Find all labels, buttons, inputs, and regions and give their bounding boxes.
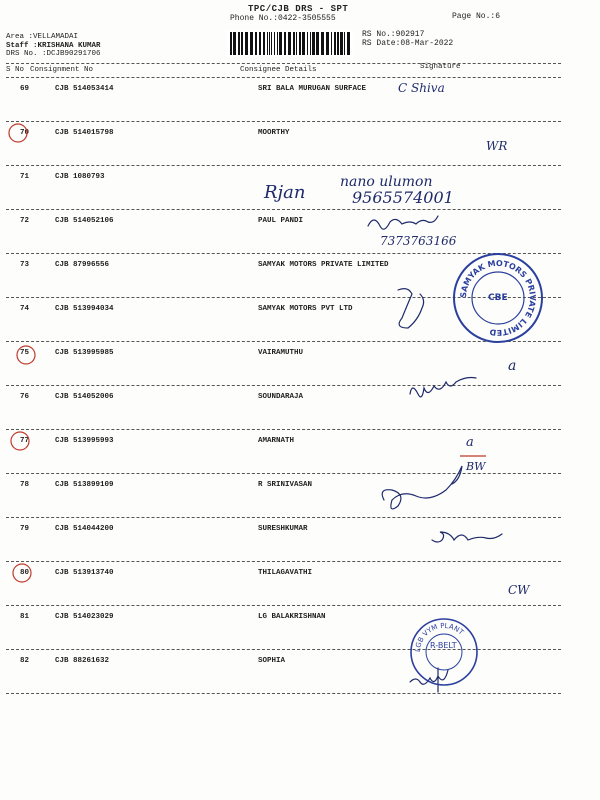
samyak-stamp-text: SAMYAK MOTORS PRIVATE LIMITED bbox=[458, 258, 538, 338]
table-row bbox=[0, 613, 600, 627]
row-consignment: CJB 513913740 bbox=[55, 569, 114, 577]
table-row bbox=[0, 569, 600, 583]
row-consignment: CJB 513994034 bbox=[55, 305, 114, 313]
table-row bbox=[0, 129, 600, 143]
row-divider bbox=[6, 297, 561, 298]
rs-info bbox=[362, 30, 453, 48]
row-sno: 69 bbox=[20, 85, 30, 93]
row71-phone-writing: 9565574001 bbox=[352, 188, 454, 207]
samyak-stamp-center: CBE bbox=[488, 293, 508, 303]
col-signature: Signature bbox=[420, 63, 461, 71]
row-sno: 75 bbox=[20, 349, 30, 357]
row-sno: 76 bbox=[20, 393, 30, 401]
col-consignment: Consignment No bbox=[30, 66, 94, 74]
lgb-stamp bbox=[411, 619, 477, 685]
row72-phone-writing: 7373763166 bbox=[380, 234, 457, 248]
row77-mark2: BW bbox=[466, 460, 486, 473]
staff-label: Staff :KRISHANA KUMAR bbox=[6, 41, 101, 50]
row69-signature: C Shiva bbox=[398, 81, 445, 95]
document-title: TPC/CJB DRS - SPT bbox=[248, 4, 349, 14]
table-row bbox=[0, 305, 600, 319]
rs-number: RS No.:902917 bbox=[362, 30, 425, 39]
row-consignee-name: SOUNDARAJA bbox=[258, 393, 304, 401]
phone-number: Phone No.:0422-3505555 bbox=[230, 14, 336, 23]
row-consignee-name: R SRINIVASAN bbox=[258, 481, 313, 489]
row82-signature bbox=[410, 668, 448, 692]
table-row bbox=[0, 393, 600, 407]
row-consignee-name: LG BALAKRISHNAN bbox=[258, 613, 326, 621]
table-row bbox=[0, 85, 600, 99]
row-divider bbox=[6, 429, 561, 430]
row-sno: 78 bbox=[20, 481, 30, 489]
row71-name-writing: Rjan bbox=[264, 182, 306, 203]
row-consignee-name: SAMYAK MOTORS PVT LTD bbox=[258, 305, 353, 313]
row-divider bbox=[6, 121, 561, 122]
row-sno: 73 bbox=[20, 261, 30, 269]
row-sno: 81 bbox=[20, 613, 30, 621]
table-row bbox=[0, 173, 600, 187]
row-consignment: CJB 514052106 bbox=[55, 217, 114, 225]
row-consignee-name: SAMYAK MOTORS PRIVATE LIMITED bbox=[258, 261, 389, 269]
row-consignment: CJB 513899109 bbox=[55, 481, 114, 489]
row71-word-writing: nano ulumon bbox=[340, 174, 433, 190]
table-row bbox=[0, 261, 600, 275]
row-consignee-name: SOPHIA bbox=[258, 657, 286, 665]
lgb-stamp-center: R-BELT bbox=[430, 641, 457, 650]
row-consignment: CJB 513995993 bbox=[55, 437, 114, 445]
row-sno: 82 bbox=[20, 657, 30, 665]
header-divider bbox=[6, 63, 561, 64]
drs-number: DRS No. :DCJB90291706 bbox=[6, 50, 101, 58]
table-row bbox=[0, 349, 600, 363]
row75-mark: a bbox=[508, 358, 517, 374]
row-divider bbox=[6, 517, 561, 518]
row-divider bbox=[6, 209, 561, 210]
row80-mark: CW bbox=[508, 583, 530, 597]
row-divider bbox=[6, 473, 561, 474]
row-consignee-name: MOORTHY bbox=[258, 129, 290, 137]
row-consignee-name: VAIRAMUTHU bbox=[258, 349, 304, 357]
row-sno: 71 bbox=[20, 173, 30, 181]
row-consignee-name: SURESHKUMAR bbox=[258, 525, 308, 533]
row-consignment: CJB 514023029 bbox=[55, 613, 114, 621]
row-divider bbox=[6, 649, 561, 650]
table-row bbox=[0, 657, 600, 671]
area-label: Area :VELLAMADAI bbox=[6, 33, 79, 41]
row-divider bbox=[6, 561, 561, 562]
row-consignee-name: AMARNATH bbox=[258, 437, 295, 445]
row77-mark: a bbox=[466, 435, 474, 450]
row-consignment: CJB 514053414 bbox=[55, 85, 114, 93]
area-staff-block bbox=[6, 33, 101, 59]
row-consignee-name: SRI BALA MURUGAN SURFACE bbox=[258, 85, 367, 93]
col-sno: S No bbox=[6, 66, 25, 74]
row-consignment: CJB 1080793 bbox=[55, 173, 105, 181]
table-row bbox=[0, 525, 600, 539]
row-divider bbox=[6, 693, 561, 694]
col-consignee: Consignee Details bbox=[240, 66, 317, 74]
lgb-stamp-text: LGB VYM PLANT bbox=[413, 621, 466, 653]
row-divider bbox=[6, 165, 561, 166]
row-consignee-name: THILAGAVATHI bbox=[258, 569, 313, 577]
row-consignment: CJB 514044200 bbox=[55, 525, 114, 533]
rs-date: RS Date:08-Mar-2022 bbox=[362, 39, 454, 48]
row-divider bbox=[6, 341, 561, 342]
barcode bbox=[226, 30, 354, 57]
row-divider bbox=[6, 605, 561, 606]
row-consignment: CJB 88261632 bbox=[55, 657, 110, 665]
row-sno: 79 bbox=[20, 525, 30, 533]
row-consignment: CJB 514015798 bbox=[55, 129, 114, 137]
row-consignment: CJB 87996556 bbox=[55, 261, 110, 269]
row-consignment: CJB 513995985 bbox=[55, 349, 114, 357]
row-sno: 70 bbox=[20, 129, 30, 137]
row70-mark: WR bbox=[486, 139, 508, 153]
row-consignee-name: PAUL PANDI bbox=[258, 217, 304, 225]
row-sno: 80 bbox=[20, 569, 30, 577]
header-divider-bottom bbox=[6, 77, 561, 78]
row-consignment: CJB 514052006 bbox=[55, 393, 114, 401]
page-number: Page No.:6 bbox=[452, 12, 501, 21]
table-row bbox=[0, 437, 600, 451]
table-row bbox=[0, 217, 600, 231]
row-sno: 77 bbox=[20, 437, 30, 445]
row-divider bbox=[6, 253, 561, 254]
row-sno: 74 bbox=[20, 305, 30, 313]
row-sno: 72 bbox=[20, 217, 30, 225]
row-divider bbox=[6, 385, 561, 386]
table-row bbox=[0, 481, 600, 495]
